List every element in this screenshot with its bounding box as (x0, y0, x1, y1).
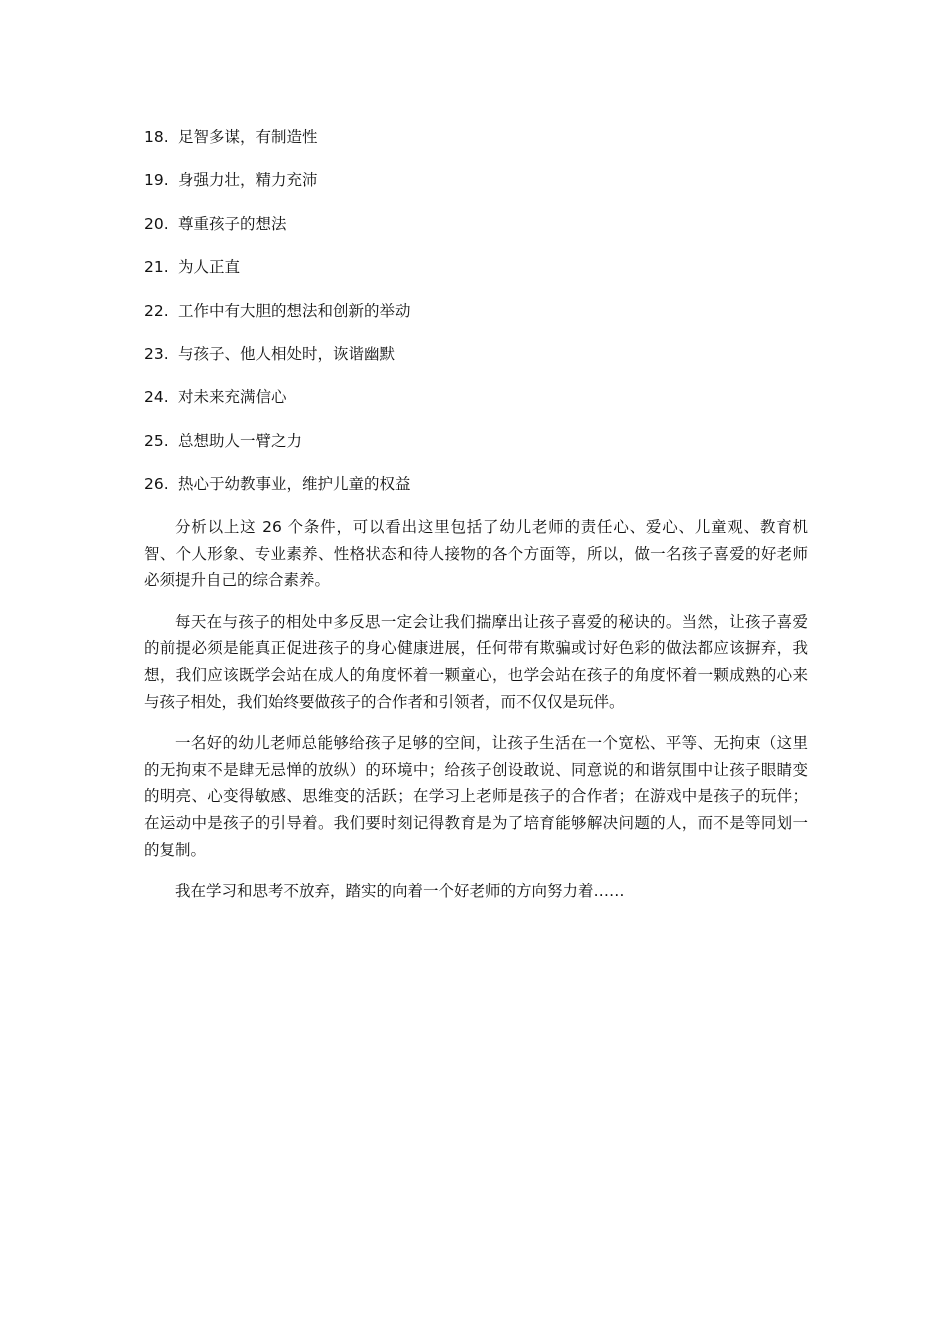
list-item-text: 总想助人一臂之力 (178, 431, 303, 450)
list-item-text: 足智多谋，有制造性 (178, 128, 318, 146)
list-item (144, 255, 814, 298)
list-item (144, 168, 814, 211)
list-item-text: 身强力壮，精力充沛 (178, 171, 318, 190)
list-item-text: 尊重孩子的想法 (178, 214, 287, 233)
list-item-number: 19. (144, 171, 169, 190)
list-item (144, 125, 814, 168)
list-item (144, 385, 814, 428)
paragraph: 一名好的幼儿老师总能够给孩子足够的空间，让孩子生活在一个宽松、平等、无拘束（这里的无拘束不是肆无忌惮的放纵）的环境中；给孩子创设敢说、同意说的和谐氛围中让孩子眼睛变的明亮、心变得敏感、思维变的活跃；在学习上老师是孩子的合作者；在游戏中是孩子的玩伴；在运动中是孩子的引导着。我们要时刻记得教育是为了培育能够解决问题的人，而不是等同划一的复制。 (144, 734, 808, 859)
paragraph: 每天在与孩子的相处中多反思一定会让我们揣摩出让孩子喜爱的秘诀的。当然，让孩子喜爱的前提必须是能真正促进孩子的身心健康进展，任何带有欺骗或讨好色彩的做法都应该摒弃，我想，我们应该既学会站在成人的角度怀着一颗童心，也学会站在孩子的角度怀着一颗成熟的心来与孩子相处，我们始终要做孩子的合作者和引领者，而不仅仅是玩伴。 (144, 612, 808, 711)
body-text (144, 514, 808, 920)
list-item-number: 24. (144, 388, 169, 407)
list-item-number: 25. (144, 431, 169, 450)
list-item-text: 对未来充满信心 (178, 388, 287, 407)
list-item (144, 472, 814, 515)
paragraph: 分析以上这 26 个条件，可以看出这里包括了幼儿老师的责任心、爱心、儿童观、教育机智、个人形象、专业素养、性格状态和待人接物的各个方面等，所以，做一名孩子喜爱的好老师必须提升自己的综合素养。 (144, 518, 808, 590)
list-item (144, 212, 814, 255)
list-item-number: 26. (144, 475, 169, 494)
list-item-number: 23. (144, 344, 169, 363)
list-item-number: 18. (144, 128, 169, 146)
list-item-text: 热心于幼教事业，维护儿童的权益 (178, 475, 411, 494)
list-item (144, 429, 814, 472)
list-item-text: 工作中有大胆的想法和创新的举动 (178, 301, 411, 320)
list-item-number: 21. (144, 258, 169, 277)
list-item-text: 与孩子、他人相处时，诙谐幽默 (178, 344, 396, 363)
list-item-number: 20. (144, 214, 169, 233)
list-item (144, 299, 814, 342)
numbered-list (144, 125, 814, 516)
paragraph: 我在学习和思考不放弃，踏实的向着一个好老师的方向努力着…… (175, 882, 625, 901)
list-item-text: 为人正直 (178, 258, 241, 277)
list-item (144, 342, 814, 385)
list-item-number: 22. (144, 301, 169, 320)
